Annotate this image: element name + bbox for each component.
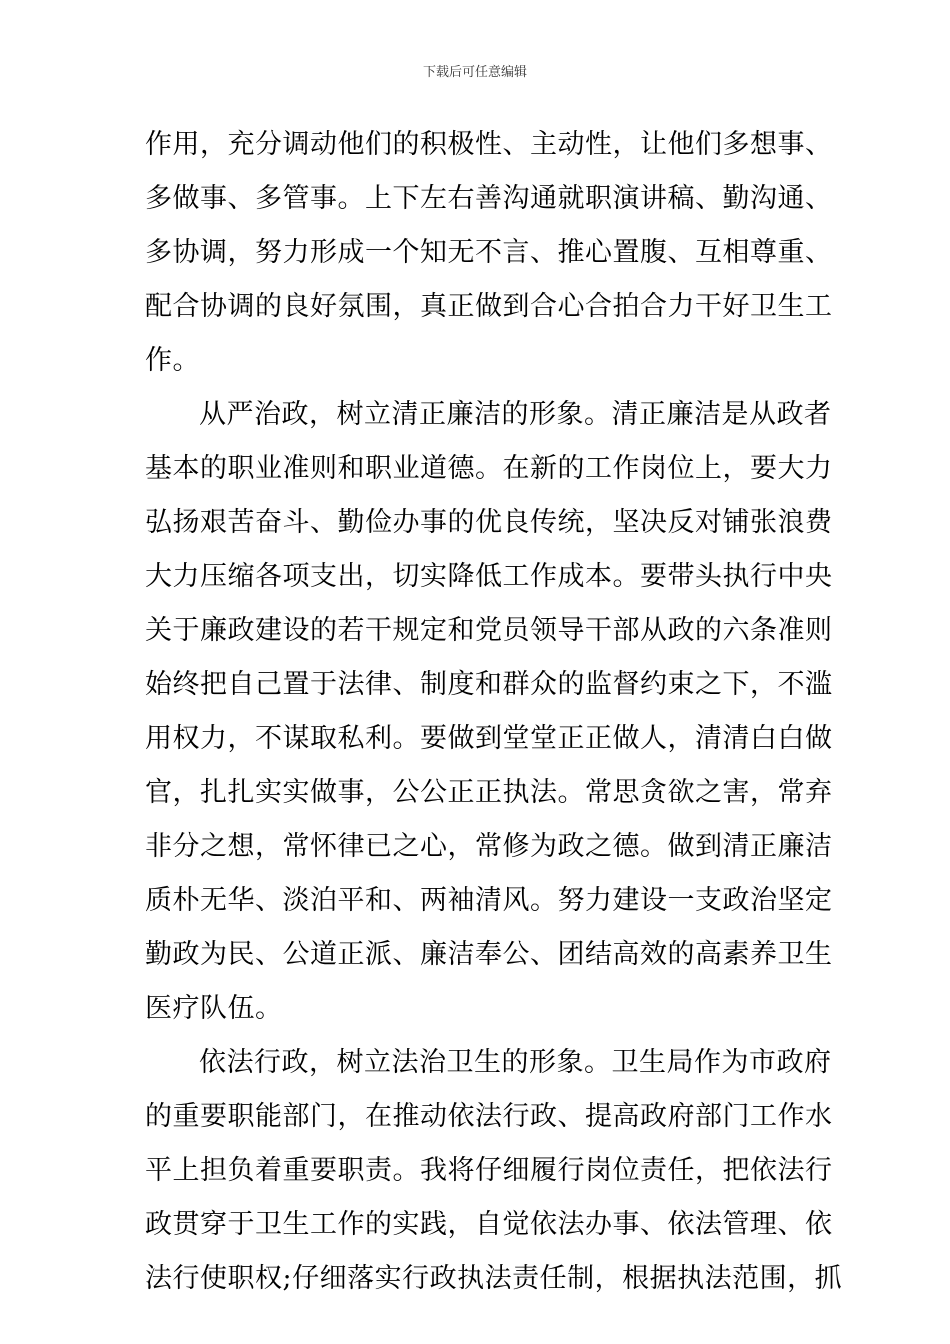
page-header-note: 下载后可任意编辑 [422, 65, 527, 80]
text-line: 配合协调的良好氛围，真正做到合心合拍合力干好卫生工 [145, 291, 833, 322]
text-line: 质朴无华、淡泊平和、两袖清风。努力建设一支政治坚定 [145, 885, 833, 916]
text-line: 多做事、多管事。上下左右善沟通就职演讲稿、勤沟通、 [145, 183, 833, 214]
paragraph [145, 118, 833, 388]
text-line: 依法行政，树立法治卫生的形象。卫生局作为市政府 [199, 1047, 832, 1078]
text-line: 用权力，不谋取私利。要做到堂堂正正做人，清清白白做 [145, 723, 833, 754]
paragraph [145, 388, 833, 1036]
text-line: 官，扎扎实实做事，公公正正执法。常思贪欲之害，常弃 [145, 777, 833, 808]
text-line: 政贯穿于卫生工作的实践，自觉依法办事、依法管理、依 [145, 1209, 833, 1240]
text-line: 医疗队伍。 [145, 993, 283, 1024]
text-line: 平上担负着重要职责。我将仔细履行岗位责任，把依法行 [145, 1155, 833, 1186]
text-line: 弘扬艰苦奋斗、勤俭办事的优良传统，坚决反对铺张浪费 [145, 507, 833, 538]
text-line: 始终把自己置于法律、制度和群众的监督约束之下，不滥 [145, 669, 833, 700]
text-line: 的重要职能部门，在推动依法行政、提高政府部门工作水 [145, 1101, 833, 1132]
text-line: 从严治政，树立清正廉洁的形象。清正廉洁是从政者 [199, 399, 832, 430]
document-body [145, 118, 843, 1306]
paragraph [145, 1036, 843, 1306]
text-line: 大力压缩各项支出，切实降低工作成本。要带头执行中央 [145, 561, 833, 592]
text-line: 勤政为民、公道正派、廉洁奉公、团结高效的高素养卫生 [145, 939, 833, 970]
text-line: 作用，充分调动他们的积极性、主动性，让他们多想事、 [145, 129, 833, 160]
text-line: 作。 [145, 345, 200, 376]
text-line: 基本的职业准则和职业道德。在新的工作岗位上，要大力 [145, 453, 833, 484]
text-line: 法行使职权;仔细落实行政执法责任制，根据执法范围，抓 [145, 1263, 843, 1294]
text-line: 关于廉政建设的若干规定和党员领导干部从政的六条准则 [145, 615, 833, 646]
text-line: 非分之想，常怀律已之心，常修为政之德。做到清正廉洁 [145, 831, 833, 862]
text-line: 多协调，努力形成一个知无不言、推心置腹、互相尊重、 [145, 237, 833, 268]
